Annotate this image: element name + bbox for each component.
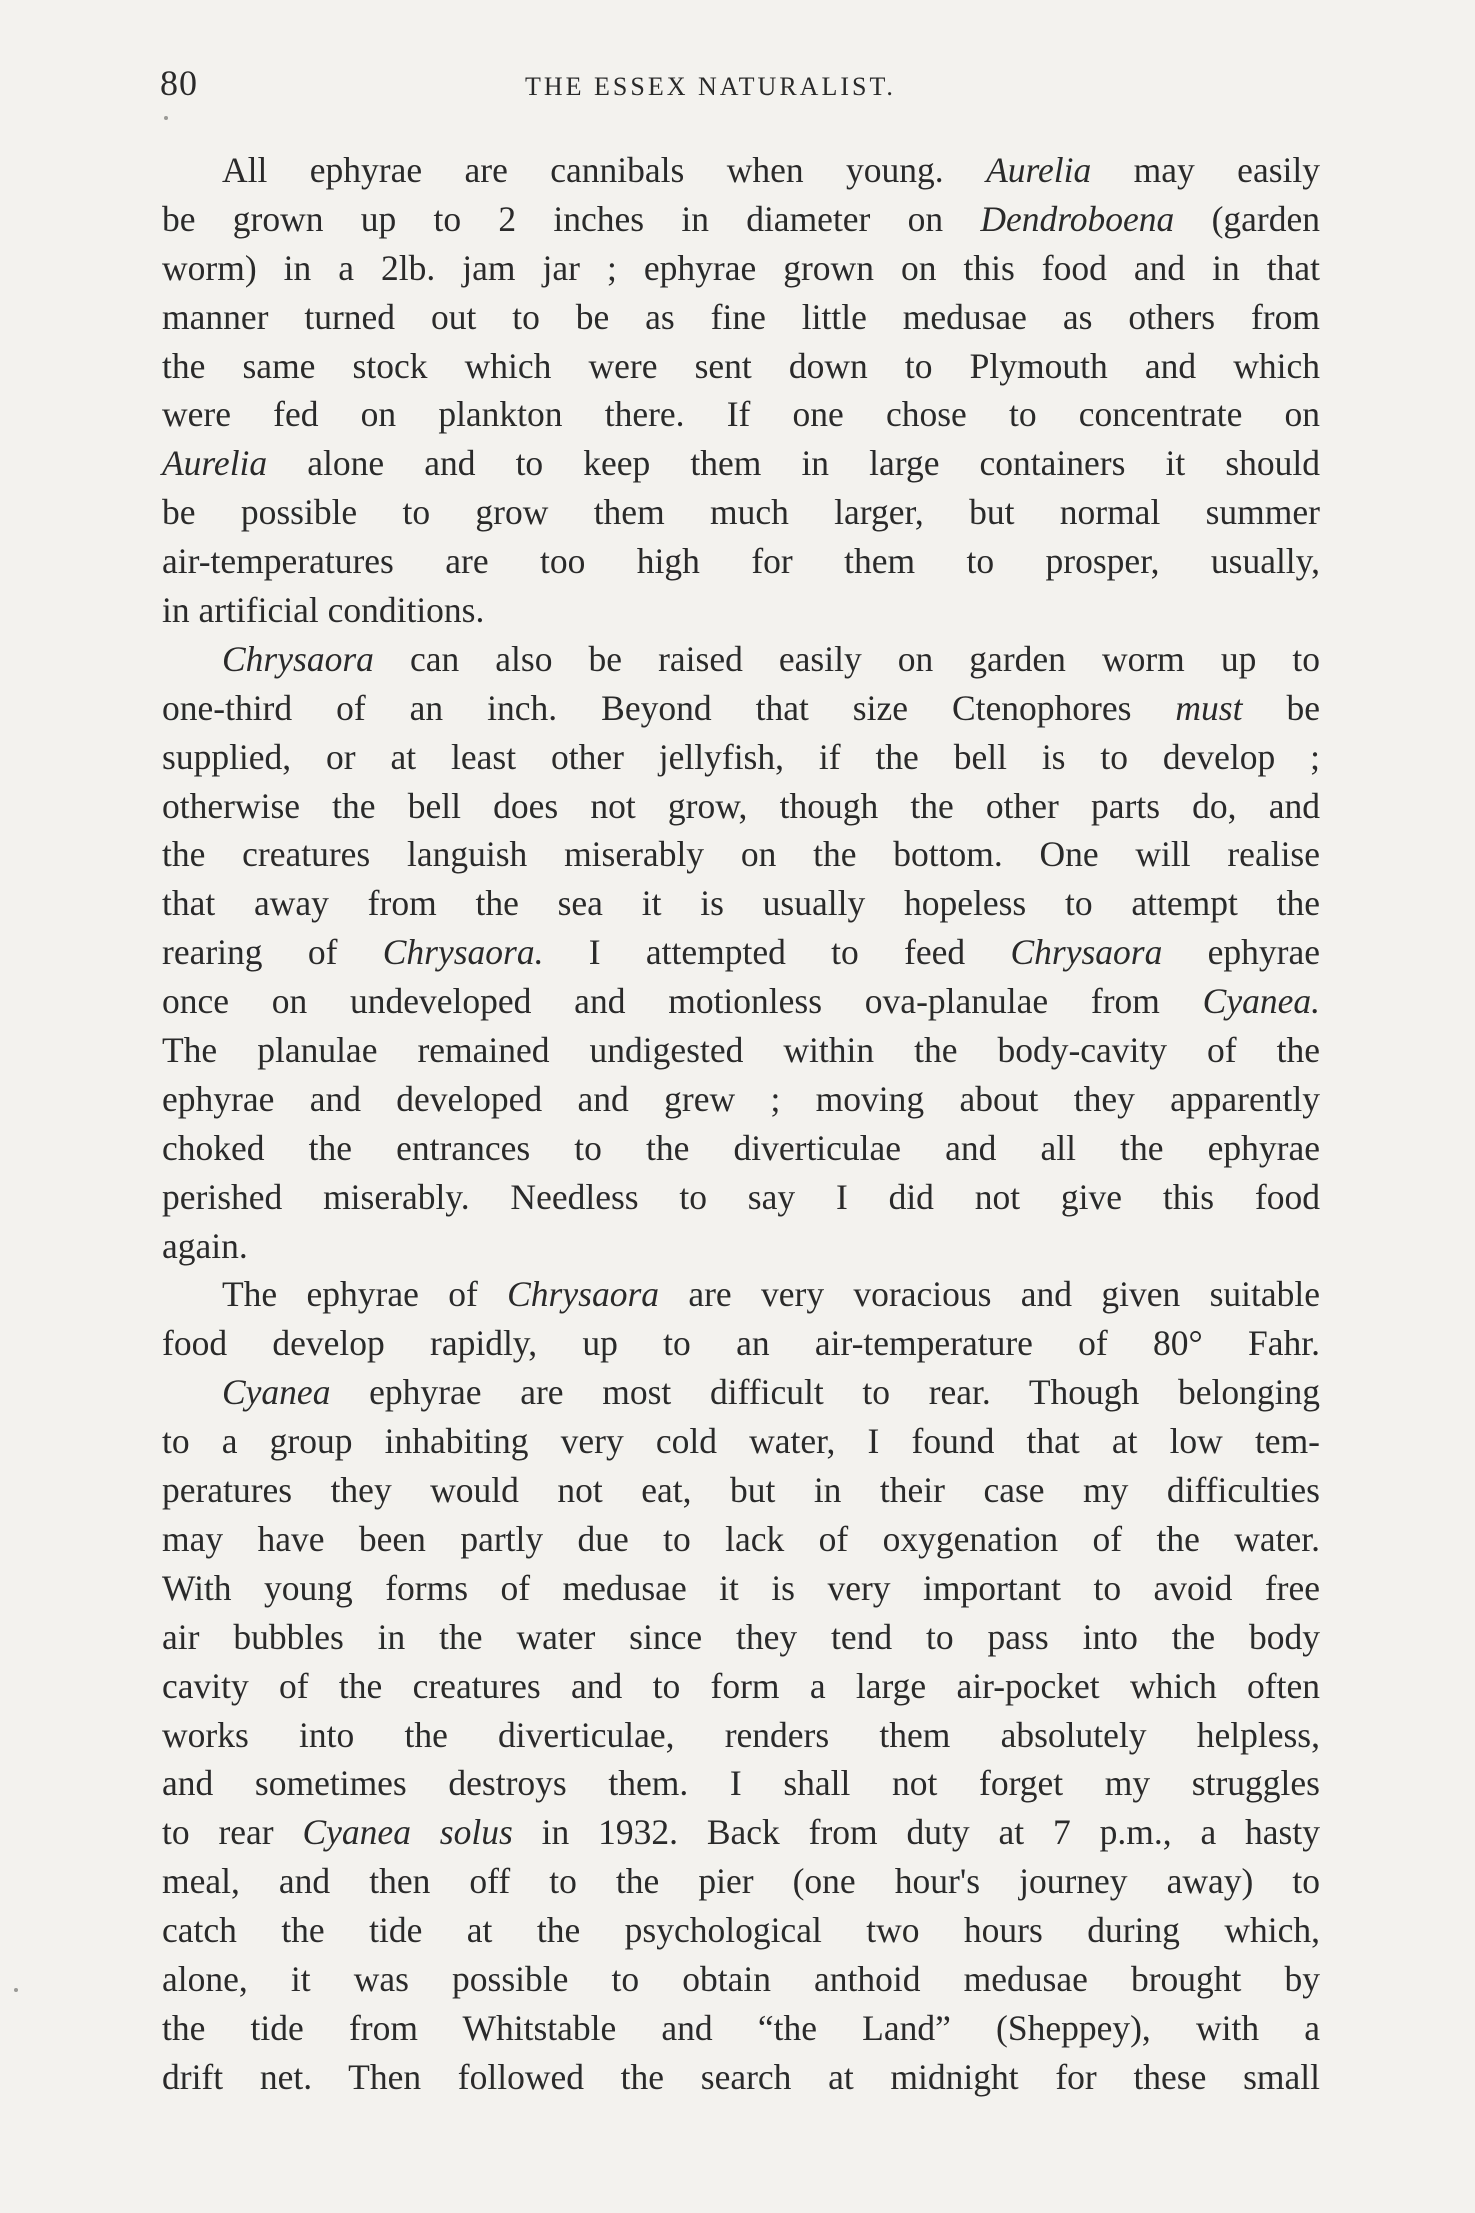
text-run: air bubbles in the water since they tend to pass into the body	[162, 1616, 1320, 1657]
text-line	[162, 244, 1320, 293]
text-run: ephyrae are most difficult to rear. Though belonging	[330, 1372, 1320, 1413]
text-line	[162, 1857, 1320, 1906]
text-run: the same stock which were sent down to Plymouth and which	[162, 345, 1320, 386]
text-run: be	[1242, 687, 1320, 728]
text-run: alone and to keep them in large containers it should	[267, 443, 1320, 484]
text-run: be grown up to 2 inches in diameter on	[162, 198, 981, 239]
text-run: works into the diverticulae, renders them absolutely helpless,	[162, 1714, 1320, 1755]
text-run: The planulae remained undigested within the body-cavity of the	[162, 1030, 1320, 1071]
text-run: choked the entrances to the diverticulae and all the ephyrae	[162, 1127, 1320, 1168]
text-run: rearing of	[162, 932, 383, 973]
text-line	[162, 1955, 1320, 2004]
text-line	[162, 1466, 1320, 1515]
text-line	[162, 1026, 1320, 1075]
text-run: were fed on plankton there. If one chose to concentrate on	[162, 394, 1320, 435]
italic-term: Aurelia	[162, 443, 268, 484]
italic-term: Aurelia	[986, 150, 1092, 190]
body-text	[162, 146, 1320, 2102]
italic-term: Chrysaora	[1010, 932, 1163, 973]
text-run: cavity of the creatures and to form a large air-pocket which often	[162, 1665, 1320, 1706]
text-run: I attempted to feed	[543, 932, 1011, 973]
text-run: ephyrae	[1162, 932, 1321, 973]
text-run: All ephyrae are cannibals when young.	[222, 150, 987, 190]
text-run: worm) in a 2lb. jam jar ; ephyrae grown on this food and in that	[162, 247, 1320, 288]
text-line	[162, 1759, 1320, 1808]
text-run: can also be raised easily on garden worm up to	[373, 638, 1320, 679]
text-line	[162, 879, 1320, 928]
text-run: food develop rapidly, up to an air-temperature of 80° Fahr.	[162, 1323, 1320, 1364]
text-line	[162, 830, 1320, 879]
text-line	[162, 928, 1320, 977]
text-run: otherwise the bell does not grow, though the other parts do, and	[162, 785, 1320, 826]
text-line	[162, 586, 1320, 635]
text-run: catch the tide at the psychological two hours during which,	[162, 1910, 1320, 1951]
text-line	[162, 1124, 1320, 1173]
text-line	[162, 195, 1320, 244]
italic-term: Dendroboena	[980, 198, 1175, 239]
text-run: ephyrae and developed and grew ; moving about they apparently	[162, 1078, 1320, 1119]
italic-term: must	[1175, 687, 1243, 728]
text-run: peratures they would not eat, but in their case my difficulties	[162, 1470, 1320, 1511]
text-line	[162, 1368, 1320, 1417]
text-line	[162, 1906, 1320, 1955]
text-line	[162, 1222, 1320, 1271]
text-line	[162, 146, 1320, 195]
paper-speck	[164, 116, 168, 120]
text-run: be possible to grow them much larger, but normal summer	[162, 492, 1320, 533]
paper-speck	[14, 1988, 18, 1992]
text-run: the tide from Whitstable and “the Land” (Sheppey), with a	[162, 2007, 1320, 2048]
page-number: 80	[160, 63, 198, 103]
text-run: The ephyrae of	[222, 1274, 508, 1315]
text-line	[162, 1711, 1320, 1760]
text-run: air-temperatures are too high for them to prosper, usually,	[162, 541, 1320, 582]
text-line	[162, 537, 1320, 586]
italic-term: Cyanea solus	[302, 1812, 513, 1853]
text-run: perished miserably. Needless to say I did not give this food	[162, 1176, 1320, 1217]
text-run: may easily	[1091, 150, 1320, 190]
text-run: may have been partly due to lack of oxygenation of the water.	[162, 1518, 1320, 1559]
text-run: again.	[162, 1225, 248, 1266]
text-line	[162, 1417, 1320, 1466]
text-line	[162, 1564, 1320, 1613]
text-run: to rear	[162, 1812, 303, 1853]
text-run: one-third of an inch. Beyond that size Ctenophores	[162, 687, 1176, 728]
text-run: meal, and then off to the pier (one hour's journey away) to	[162, 1861, 1320, 1902]
text-run: that away from the sea it is usually hopeless to attempt the	[162, 883, 1320, 924]
text-run: in artificial conditions.	[162, 590, 485, 631]
text-line	[162, 684, 1320, 733]
text-line	[162, 782, 1320, 831]
italic-term: Chrysaora	[507, 1274, 660, 1315]
text-run: (garden	[1174, 198, 1320, 239]
text-line	[162, 390, 1320, 439]
text-line	[162, 1808, 1320, 1857]
text-run: With young forms of medusae it is very important to avoid free	[162, 1567, 1320, 1608]
running-head: THE ESSEX NATURALIST.	[525, 72, 896, 101]
text-line	[162, 1515, 1320, 1564]
text-line	[162, 2053, 1320, 2102]
italic-term: Chrysaora	[222, 638, 374, 679]
text-line	[162, 488, 1320, 537]
page-header	[160, 62, 1320, 112]
text-run: supplied, or at least other jellyfish, if the bell is to develop ;	[162, 736, 1320, 777]
italic-term: Cyanea	[222, 1372, 331, 1413]
text-run: in 1932. Back from duty at 7 p.m., a hasty	[512, 1812, 1320, 1853]
text-run: alone, it was possible to obtain anthoid medusae brought by	[162, 1958, 1320, 1999]
text-line	[162, 1319, 1320, 1368]
text-line	[162, 1613, 1320, 1662]
text-line	[162, 733, 1320, 782]
text-run: once on undeveloped and motionless ova-planulae from	[162, 981, 1203, 1022]
text-line	[162, 2004, 1320, 2053]
italic-term: Cyanea.	[1202, 981, 1320, 1022]
text-line	[162, 342, 1320, 391]
text-line	[162, 1270, 1320, 1319]
text-line	[162, 1075, 1320, 1124]
text-line	[162, 977, 1320, 1026]
text-line	[162, 635, 1320, 684]
text-line	[162, 439, 1320, 488]
text-run: and sometimes destroys them. I shall not forget my struggles	[162, 1763, 1320, 1804]
text-run: the creatures languish miserably on the bottom. One will realise	[162, 834, 1320, 875]
text-run: to a group inhabiting very cold water, I found that at low tem-	[162, 1421, 1320, 1462]
text-run: drift net. Then followed the search at midnight for these small	[162, 2056, 1320, 2097]
italic-term: Chrysaora.	[382, 932, 544, 973]
text-line	[162, 293, 1320, 342]
text-line	[162, 1662, 1320, 1711]
text-run: manner turned out to be as fine little medusae as others from	[162, 296, 1320, 337]
text-line	[162, 1173, 1320, 1222]
text-run: are very voracious and given suitable	[659, 1274, 1320, 1315]
